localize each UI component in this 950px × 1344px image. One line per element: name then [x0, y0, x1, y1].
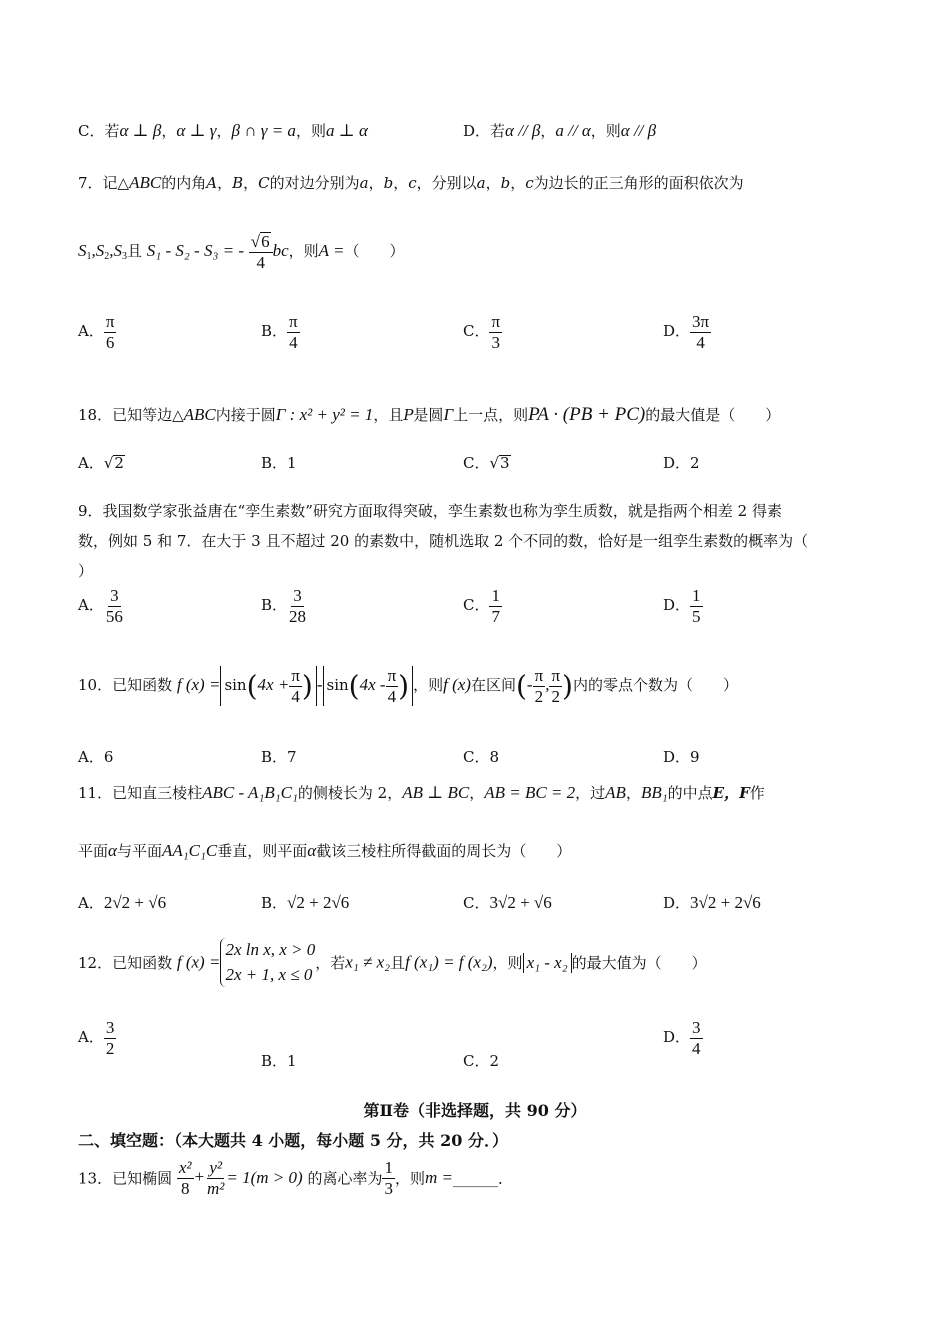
q9-line1: 9．我国数学家张益唐在“孪生素数”研究方面取得突破，孪生素数也称为孪生质数，就是指两个相差 2 得素 [78, 502, 782, 520]
option-d[interactable]: D．2 [663, 454, 700, 472]
q12-stem: 12．已知函数 f (x) = 2x ln x, x > 0 2x + 1, x ≤ 0 ，若x₁ ≠ x₂且f (x₁) = f (x₂)，则 x₁ - x₂ 的最大值为（ ） [78, 938, 707, 987]
option-a[interactable]: A．2√2 + √6 [78, 893, 167, 912]
option-b[interactable]: B．√2 + 2√6 [261, 893, 350, 912]
option-a[interactable]: A． $\frac{3}{2}$ [78, 1018, 115, 1058]
option-b[interactable]: B．1 [261, 1052, 297, 1070]
option-b[interactable]: B． $\frac{\pi}{4}$ [261, 312, 298, 352]
fraction: $\frac{\text{x²}}{8}$ [178, 1158, 192, 1198]
formula: α ⊥ γ [176, 121, 217, 140]
q13-stem: 13．已知椭圆 $\frac{\text{x²}}{8}$ + $\frac{\text{y²}}{\text{m²}}$ = 1(m > 0) 的离心率为 $\frac{1}{3}$ ，则m =______． [78, 1158, 514, 1198]
option-a[interactable]: A． $\frac{3}{56}$ [78, 586, 123, 626]
fraction: $\frac{1}{3}$ [384, 1158, 393, 1198]
option-c[interactable]: C．2 [463, 1052, 500, 1070]
option-a[interactable]: A．√2 [78, 454, 124, 472]
q7-stem-line2: $S_1,S_2,S_3$且 S₁ - S₂ - S₃ = - $\frac{√6}{4}$ bc，则A =（ ） [78, 232, 405, 272]
q9-line3: ） [78, 562, 94, 580]
s-list: $S_1,S_2,S_3$ [78, 241, 127, 263]
abs-block: sin(4x + $\frac{\pi}{4}$ ) [220, 666, 316, 706]
answer-blank[interactable]: ______． [453, 1169, 514, 1188]
formula: S₁ - S₂ - S₃ = - [146, 241, 244, 261]
section-title: 第Ⅱ卷（非选择题，共 90 分） [363, 1101, 587, 1120]
option-d[interactable]: D． $\frac{3\pi}{4}$ [663, 312, 710, 352]
option-d[interactable]: D． $\frac{1}{5}$ [663, 586, 701, 626]
q11-stem-line2: 平面α与平面AA₁C₁C垂直，则平面α截该三棱柱所得截面的周长为（ ） [78, 841, 572, 860]
option-b[interactable]: B．7 [261, 748, 297, 766]
option-b[interactable]: B．1 [261, 454, 297, 472]
piecewise: 2x ln x, x > 0 2x + 1, x ≤ 0 [220, 938, 315, 987]
q8-stem: 18．已知等边△ABC内接于圆Γ : x² + y² = 1，且P是圆Γ上一点，则PA · (PB + PC)的最大值是（ ） [78, 404, 781, 425]
q11-stem-line1: 11．已知直三棱柱ABC - A₁B₁C₁的侧棱长为 2，AB ⊥ BC，AB = BC = 2，过AB，BB₁的中点E，F作 [78, 783, 765, 802]
formula: β ∩ γ = a [231, 121, 296, 140]
option-b[interactable]: B． $\frac{3}{28}$ [261, 586, 307, 626]
fraction: $\frac{√6}{4}$ [249, 232, 273, 272]
option-c[interactable]: C．8 [463, 748, 500, 766]
q7-stem-line1: 7．记△ABC的内角A，B，C的对边分别为a，b，c，分别以a，b，c为边长的正三角形的面积依次为 [78, 173, 744, 192]
formula: a ⊥ α [325, 121, 368, 140]
fraction: $\frac{\text{y²}}{\text{m²}}$ [207, 1158, 225, 1198]
formula: α // β [620, 121, 657, 140]
option-c[interactable]: C． $\frac{1}{7}$ [463, 586, 500, 626]
section-heading: 二、填空题：（本大题共 4 小题，每小题 5 分，共 20 分．） [78, 1131, 508, 1150]
option-d[interactable]: D． $\frac{3}{4}$ [663, 1018, 701, 1058]
formula: a // α [555, 121, 591, 140]
option-d[interactable]: D．9 [663, 748, 700, 766]
option-c[interactable]: C．√3 [463, 454, 510, 472]
option-d[interactable]: D．3√2 + 2√6 [663, 893, 761, 912]
abs-block: sin(4x - $\frac{\pi}{4}$ ) [323, 666, 414, 706]
formula: α ⊥ β [119, 121, 162, 140]
q6-option-c: C．若α ⊥ β，α ⊥ γ，β ∩ γ = a，则a ⊥ α [78, 121, 368, 140]
q10-stem: 10．已知函数 f (x) = sin(4x + $\frac{\pi}{4}$ ) - sin(4x - $\frac{\pi}{4}$ ) ，则f (x)在区间(- $\frac{\pi}{2}$ , $\frac{\pi}{2}$ )内的零点个数为（ ） [78, 666, 738, 706]
formula: α // β [505, 121, 541, 140]
option-a[interactable]: A．6 [78, 748, 114, 766]
option-c[interactable]: C．3√2 + √6 [463, 893, 552, 912]
option-a[interactable]: A． $\frac{\pi}{6}$ [78, 312, 115, 352]
q6-option-d: D．若α // β，a // α，则α // β [463, 121, 657, 140]
q9-line2: 数，例如 5 和 7．在大于 3 且不超过 20 的素数中，随机选取 2 个不同的数，恰好是一组孪生素数的概率为（ [78, 532, 809, 550]
option-c[interactable]: C． $\frac{\pi}{3}$ [463, 312, 501, 352]
